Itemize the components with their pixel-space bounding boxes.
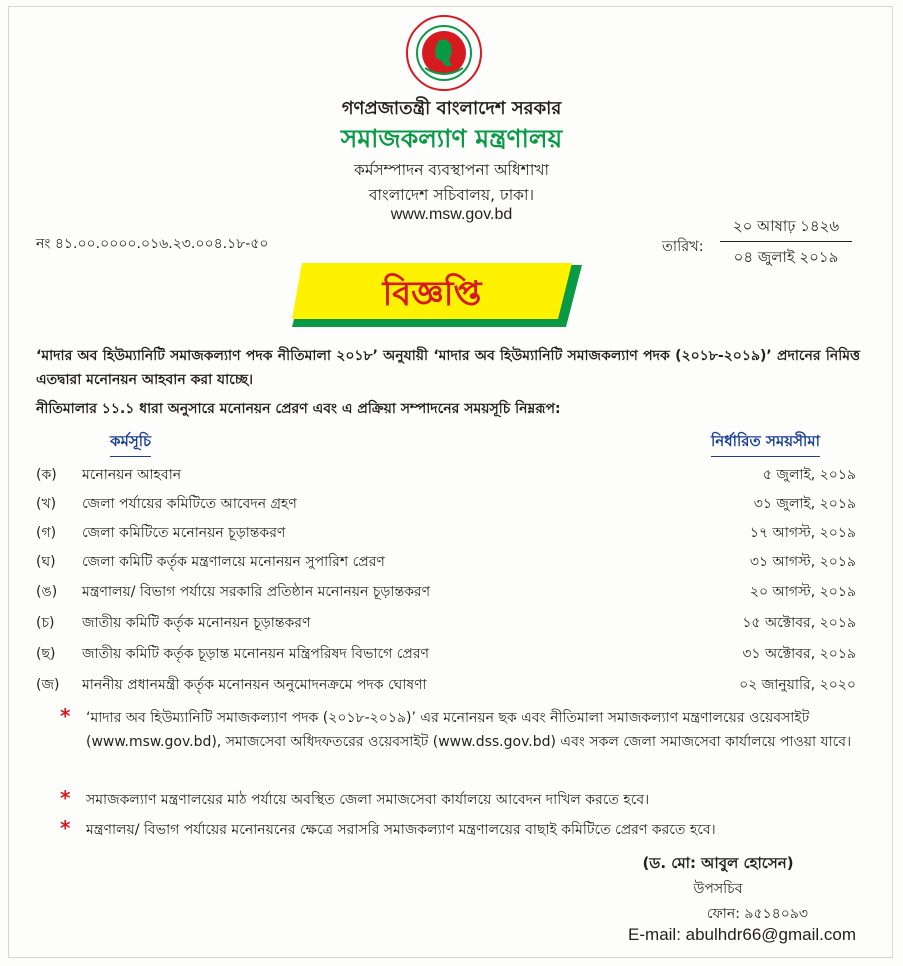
row-activity: জেলা কমিটি কর্তৃক মন্ত্রণালয়ে মনোনয়ন সুপারিশ প্রেরণ [82,554,385,570]
note-text: সমাজকল্যাণ মন্ত্রণালয়ের মাঠ পর্যায়ে অবস্থিত জেলা সমাজসেবা কার্যালয়ে আবেদন দাখিল করতে হবে। [86,792,650,808]
asterisk-icon: * [60,816,71,840]
row-marker: (ঙ) [36,584,58,600]
row-deadline: ১৫ অক্টোবর, ২০১৯ [742,615,856,631]
row-activity: জাতীয় কমিটি কর্তৃক মনোনয়ন চূড়ান্তকরণ [82,615,311,631]
schedule-intro: নীতিমালার ১১.১ ধারা অনুসারে মনোনয়ন প্রেরণ এবং এ প্রক্রিয়া সম্পাদনের সময়সূচি নিম্নরূপ: [36,401,561,417]
notice-paragraph: ‘মাদার অব হিউম্যানিটি সমাজকল্যাণ পদক নীতিমালা ২০১৮’ অনুযায়ী ‘মাদার অব হিউম্যানিটি সমাজকল্যাণ পদক (২০১৮-২০১৯)’ প্রদানের নিমিত্ত এতদ্বারা মনোনয়ন আহবান করা যাচ্ছে। [36,348,860,388]
note-item [60,788,860,812]
website-link[interactable]: www.msw.gov.bd [390,206,513,223]
row-activity: জাতীয় কমিটি কর্তৃক চূড়ান্ত মনোনয়ন মন্ত্রিপরিষদ বিভাগে প্রেরণ [82,646,429,662]
row-deadline: ৫ জুলাই, ২০১৯ [762,467,856,483]
table-row [36,521,856,549]
notice-title: বিজ্ঞপ্তি [382,274,482,314]
date-label: তারিখ: [662,239,704,255]
row-activity: মনোনয়ন আহবান [82,467,182,483]
date-bangla: ২০ আষাঢ় ১৪২৬ [732,217,840,235]
row-deadline: ৩১ জুলাই, ২০১৯ [753,496,856,512]
note-text: মন্ত্রণালয়/ বিভাগ পর্যায়ের মনোনয়নের ক্ষেত্রে সরাসরি সমাজকল্যাণ মন্ত্রণালয়ের বাছাই কমিটিতে প্রেরণ করতে হবে। [86,822,716,838]
row-marker: (জ) [36,677,60,693]
office-address: বাংলাদেশ সচিবালয়, ঢাকা। [368,186,535,204]
wing-name: কর্মসম্পাদন ব্যবস্থাপনা অধিশাখা [353,161,550,179]
row-marker: (গ) [36,525,57,541]
date-divider [720,241,852,242]
table-row [36,580,856,608]
row-activity: মন্ত্রণালয়/ বিভাগ পর্যায়ে সরকারি প্রতিষ্ঠান মনোনয়ন চূড়ান্তকরণ [82,584,431,600]
asterisk-icon: * [60,786,71,810]
column-header-activity: কর্মসূচি [110,430,151,457]
note-item [60,706,860,754]
table-row [36,463,856,491]
government-name: গণপ্রজাতন্ত্রী বাংলাদেশ সরকার [341,98,562,119]
row-activity: জেলা কমিটিতে মনোনয়ন চূড়ান্তকরণ [82,525,286,541]
row-marker: (খ) [36,496,57,512]
signatory-phone: ফোন: ৯৫১৪০৯৩ [706,906,808,922]
row-marker: (ছ) [36,646,56,662]
table-row [36,673,856,701]
table-row [36,642,856,670]
signatory-designation: উপসচিব [693,881,743,897]
asterisk-icon: * [60,704,71,728]
government-seal-logo [405,14,483,92]
signatory-name: (ড. মো: আবুল হোসেন) [642,854,794,872]
row-deadline: ১৭ আগস্ট, ২০১৯ [749,525,856,541]
row-marker: (ক) [36,467,57,483]
date-english: ০৪ জুলাই ২০১৯ [733,248,839,266]
memo-number: নং ৪১.০০.০০০০.০১৬.২৩.০০৪.১৮-৫০ [36,236,269,252]
note-text: ‘মাদার অব হিউম্যানিটি সমাজকল্যাণ পদক (২০১৮-২০১৯)’ এর মনোনয়ন ছক এবং নীতিমালা সমাজকল্যাণ মন্ত্রণালয়ের ওয়েবসাইট (www.msw.gov.bd), সমাজসেবা অধিদফতরের ওয়েবসাইট (www.dss.gov.bd) এবং সকল জেলা সমাজসেবা কার্যালয়ে পাওয়া যাবে। [86,710,852,750]
row-deadline: ০২ জানুয়ারি, ২০২০ [739,677,856,693]
table-row [36,611,856,639]
ministry-name: সমাজকল্যাণ মন্ত্রণালয় [340,124,563,153]
row-deadline: ৩১ অক্টোবর, ২০১৯ [742,646,856,662]
note-item [60,818,860,842]
table-row [36,492,856,520]
row-deadline: ২০ আগস্ট, ২০১৯ [749,584,856,600]
row-marker: (ঘ) [36,554,56,570]
row-activity: মাননীয় প্রধানমন্ত্রী কর্তৃক মনোনয়ন অনুমোদনক্রমে পদক ঘোষণা [82,677,427,693]
column-header-deadline: নির্ধারিত সময়সীমা [711,430,820,457]
row-deadline: ৩১ আগস্ট, ২০১৯ [749,554,856,570]
signatory-email[interactable]: E-mail: abulhdr66@gmail.com [628,925,856,944]
row-marker: (চ) [36,615,55,631]
row-activity: জেলা পর্যায়ের কমিটিতে আবেদন গ্রহণ [82,496,297,512]
table-row [36,550,856,578]
